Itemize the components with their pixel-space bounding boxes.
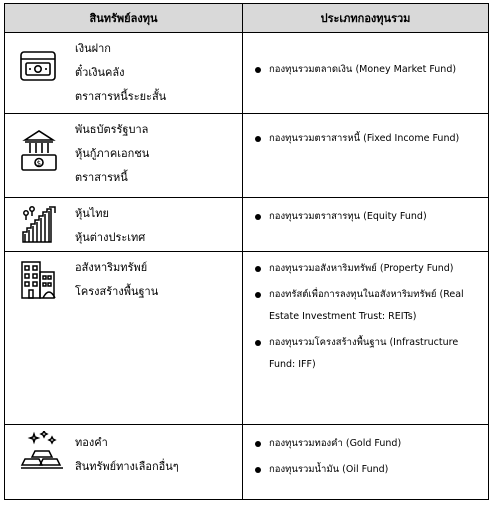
stock-growth-icon <box>19 204 59 246</box>
asset-item: ตราสารหนี้ <box>75 171 128 184</box>
header-fund-type: ประเภทกองทุนรวม <box>243 4 489 33</box>
asset-item: สินทรัพย์ทางเลือกอื่นๆ <box>75 460 179 473</box>
bank-bond-icon <box>19 128 59 174</box>
fund-cell <box>243 114 489 198</box>
fund-item: กองทุนรวมโครงสร้างพื้นฐาน (Infrastructure Fund: IFF) <box>253 332 484 376</box>
banknote-icon <box>19 49 57 85</box>
asset-item: หุ้นกู้ภาคเอกชน <box>75 147 150 160</box>
svg-text:$: $ <box>36 159 42 168</box>
fund-item: กองทุนรวมน้ำมัน (Oil Fund) <box>253 459 484 481</box>
asset-item: หุ้นไทย <box>75 207 109 220</box>
table-row <box>5 33 489 114</box>
fund-cell <box>243 252 489 425</box>
fund-cell <box>243 33 489 114</box>
table-row <box>5 198 489 252</box>
fund-item: กองทุนรวมตราสารหนี้ (Fixed Income Fund) <box>253 128 484 150</box>
asset-item: หุ้นต่างประเทศ <box>75 231 146 244</box>
fund-item: กองทุนรวมตลาดเงิน (Money Market Fund) <box>253 59 484 81</box>
table-header-row <box>5 4 489 33</box>
asset-cell <box>5 425 243 500</box>
table-row <box>5 114 489 198</box>
header-asset: สินทรัพย์ลงทุน <box>5 4 243 33</box>
fund-cell <box>243 425 489 500</box>
table-row <box>5 252 489 425</box>
buildings-icon <box>19 258 59 302</box>
fund-item: กองทุนรวมตราสารทุน (Equity Fund) <box>253 206 484 228</box>
asset-cell <box>5 198 243 252</box>
fund-type-table <box>4 3 489 500</box>
asset-item: ตราสารหนี้ระยะสั้น <box>75 90 167 103</box>
asset-cell <box>5 33 243 114</box>
fund-item: กองทุนรวมทองคำ (Gold Fund) <box>253 433 484 455</box>
asset-item: ตั๋วเงินคลัง <box>75 66 125 79</box>
fund-cell <box>243 198 489 252</box>
asset-item: อสังหาริมทรัพย์ <box>75 261 148 274</box>
asset-item: ทองคำ <box>75 436 108 449</box>
fund-item: กองทรัสต์เพื่อการลงทุนในอสังหาริมทรัพย์ (Real Estate Investment Trust: REITs) <box>253 284 484 328</box>
asset-cell <box>5 252 243 425</box>
asset-cell <box>5 114 243 198</box>
fund-item: กองทุนรวมอสังหาริมทรัพย์ (Property Fund) <box>253 258 484 280</box>
asset-item: พันธบัตรรัฐบาล <box>75 123 149 136</box>
asset-item: เงินฝาก <box>75 42 111 55</box>
asset-item: โครงสร้างพื้นฐาน <box>75 285 159 298</box>
gold-bars-icon <box>19 431 65 471</box>
table-row <box>5 425 489 500</box>
